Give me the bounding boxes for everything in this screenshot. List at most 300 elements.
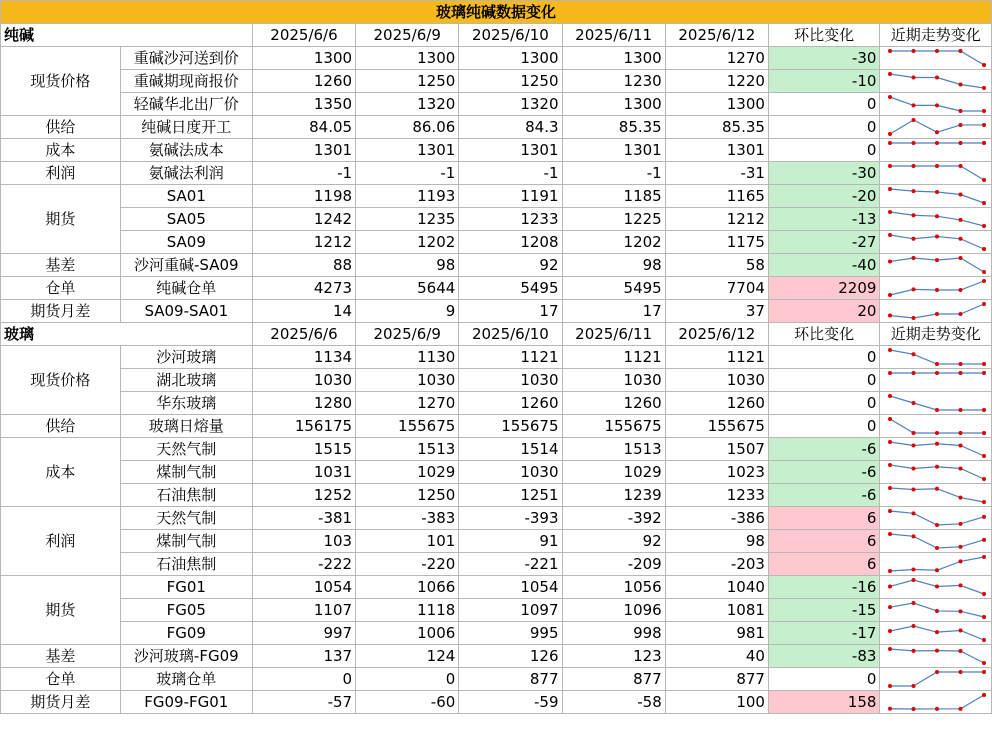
sparkline <box>883 47 991 69</box>
sparkline-point <box>959 707 963 711</box>
value-cell: -203 <box>665 553 768 576</box>
data-row <box>1 369 992 392</box>
sparkline <box>883 116 991 138</box>
data-row <box>1 116 992 139</box>
item-name: 纯碱日度开工 <box>120 116 252 139</box>
trend-cell <box>880 599 992 622</box>
sparkline-point <box>888 440 892 444</box>
value-cell: 1301 <box>665 139 768 162</box>
value-cell: -1 <box>562 162 665 185</box>
value-cell: 5495 <box>459 277 562 300</box>
value-cell: 1260 <box>562 392 665 415</box>
sparkline-point <box>935 487 939 491</box>
sparkline-point <box>959 467 963 471</box>
sparkline-point <box>982 638 986 642</box>
section-header-row <box>1 323 992 346</box>
sparkline-point <box>912 444 916 448</box>
data-row <box>1 691 992 714</box>
item-name: 沙河玻璃-FG09 <box>120 645 252 668</box>
sparkline-point <box>935 584 939 588</box>
sparkline <box>883 461 991 483</box>
sparkline-point <box>935 130 939 134</box>
value-cell: 1252 <box>252 484 355 507</box>
value-cell: -58 <box>562 691 665 714</box>
trend-cell <box>880 162 992 185</box>
category-cell: 仓单 <box>1 277 121 300</box>
value-cell: 1118 <box>356 599 459 622</box>
change-cell: -17 <box>768 622 879 645</box>
change-cell: -30 <box>768 47 879 70</box>
trend-cell <box>880 507 992 530</box>
sparkline-line <box>890 396 984 410</box>
date-header: 2025/6/9 <box>356 24 459 47</box>
sparkline-point <box>888 132 892 136</box>
sparkline-point <box>935 288 939 292</box>
value-cell: 1300 <box>665 93 768 116</box>
change-cell: 0 <box>768 93 879 116</box>
sparkline-line <box>890 166 984 180</box>
value-cell: 1208 <box>459 231 562 254</box>
date-header: 2025/6/10 <box>459 323 562 346</box>
title-row <box>1 1 992 24</box>
sparkline-point <box>982 279 986 283</box>
sparkline-point <box>935 214 939 218</box>
value-cell: -59 <box>459 691 562 714</box>
sparkline-point <box>959 522 963 526</box>
sparkline <box>883 93 991 115</box>
change-cell: -6 <box>768 484 879 507</box>
category-cell: 现货价格 <box>1 47 121 116</box>
trend-cell <box>880 415 992 438</box>
sparkline-point <box>982 224 986 228</box>
sparkline-point <box>935 442 939 446</box>
sparkline <box>883 392 991 414</box>
sparkline-point <box>982 178 986 182</box>
trend-cell <box>880 254 992 277</box>
trend-cell <box>880 231 992 254</box>
sparkline-point <box>982 86 986 90</box>
value-cell: -383 <box>356 507 459 530</box>
data-row <box>1 392 992 415</box>
value-cell: 1030 <box>459 369 562 392</box>
value-cell: 1198 <box>252 185 355 208</box>
item-name: 沙河重碱-SA09 <box>120 254 252 277</box>
sparkline-point <box>982 371 986 375</box>
value-cell: 995 <box>459 622 562 645</box>
data-row <box>1 47 992 70</box>
sparkline-point <box>982 123 986 127</box>
sparkline-point <box>982 670 986 674</box>
data-row <box>1 185 992 208</box>
category-cell: 期货 <box>1 185 121 254</box>
item-name: FG09 <box>120 622 252 645</box>
sparkline-point <box>888 371 892 375</box>
sparkline-line <box>890 672 984 686</box>
value-cell: 1030 <box>252 369 355 392</box>
sparkline-point <box>935 190 939 194</box>
section-title: 纯碱 <box>1 24 253 47</box>
value-cell: 1030 <box>356 369 459 392</box>
trend-cell <box>880 484 992 507</box>
sparkline <box>883 208 991 230</box>
category-cell: 现货价格 <box>1 346 121 415</box>
sparkline-point <box>888 629 892 633</box>
item-name: 轻碱华北出厂价 <box>120 93 252 116</box>
sparkline-point <box>912 49 916 53</box>
sparkline-point <box>888 187 892 191</box>
data-row <box>1 254 992 277</box>
sparkline <box>883 599 991 621</box>
value-cell: 1030 <box>562 369 665 392</box>
sparkline-point <box>912 76 916 80</box>
sparkline-point <box>888 394 892 398</box>
sparkline-point <box>912 213 916 217</box>
sparkline-point <box>982 538 986 542</box>
sparkline-point <box>935 670 939 674</box>
sparkline-line <box>890 281 984 295</box>
change-cell: -15 <box>768 599 879 622</box>
value-cell: 126 <box>459 645 562 668</box>
value-cell: 1280 <box>252 392 355 415</box>
trend-cell <box>880 461 992 484</box>
value-cell: 1030 <box>665 369 768 392</box>
change-cell: -6 <box>768 438 879 461</box>
value-cell: 1250 <box>356 484 459 507</box>
trend-cell <box>880 438 992 461</box>
sparkline <box>883 530 991 552</box>
value-cell: 17 <box>562 300 665 323</box>
sparkline-point <box>935 431 939 435</box>
sparkline-line <box>890 212 984 226</box>
sparkline-point <box>982 408 986 412</box>
value-cell: 1300 <box>252 47 355 70</box>
value-cell: 85.35 <box>562 116 665 139</box>
sparkline-point <box>888 684 892 688</box>
category-cell: 利润 <box>1 507 121 576</box>
change-header: 环比变化 <box>768 323 879 346</box>
value-cell: 877 <box>665 668 768 691</box>
sparkline-point <box>888 348 892 352</box>
item-name: 煤制气制 <box>120 461 252 484</box>
category-cell: 仓单 <box>1 668 121 691</box>
data-row <box>1 484 992 507</box>
category-cell: 期货月差 <box>1 691 121 714</box>
value-cell: 997 <box>252 622 355 645</box>
value-cell: 1006 <box>356 622 459 645</box>
data-row <box>1 461 992 484</box>
value-cell: 1350 <box>252 93 355 116</box>
item-name: 玻璃日熔量 <box>120 415 252 438</box>
value-cell: 1270 <box>665 47 768 70</box>
category-cell: 成本 <box>1 438 121 507</box>
sparkline-point <box>912 578 916 582</box>
sparkline-point <box>888 314 892 318</box>
value-cell: 1096 <box>562 599 665 622</box>
trend-cell <box>880 530 992 553</box>
sparkline-point <box>935 49 939 53</box>
item-name: FG01 <box>120 576 252 599</box>
value-cell: 123 <box>562 645 665 668</box>
sparkline-point <box>912 568 916 572</box>
data-row <box>1 576 992 599</box>
value-cell: 981 <box>665 622 768 645</box>
category-cell: 供给 <box>1 415 121 438</box>
data-row <box>1 231 992 254</box>
sparkline-point <box>982 270 986 274</box>
value-cell: 1513 <box>356 438 459 461</box>
sparkline-point <box>912 431 916 435</box>
item-name: SA01 <box>120 185 252 208</box>
sparkline-point <box>912 649 916 653</box>
value-cell: 1250 <box>459 70 562 93</box>
sparkline-point <box>935 707 939 711</box>
sparkline-point <box>935 465 939 469</box>
sparkline-point <box>982 109 986 113</box>
value-cell: 40 <box>665 645 768 668</box>
data-row <box>1 415 992 438</box>
value-cell: 1193 <box>356 185 459 208</box>
category-cell: 利润 <box>1 162 121 185</box>
value-cell: 92 <box>562 530 665 553</box>
item-name: FG05 <box>120 599 252 622</box>
value-cell: 1056 <box>562 576 665 599</box>
value-cell: 98 <box>665 530 768 553</box>
sparkline-point <box>912 103 916 107</box>
sparkline-point <box>935 141 939 145</box>
item-name: 天然气制 <box>120 438 252 461</box>
sparkline-point <box>912 141 916 145</box>
value-cell: 1220 <box>665 70 768 93</box>
sparkline <box>883 645 991 667</box>
sparkline-point <box>935 235 939 239</box>
value-cell: 124 <box>356 645 459 668</box>
value-cell: 101 <box>356 530 459 553</box>
trend-cell <box>880 645 992 668</box>
value-cell: 1185 <box>562 185 665 208</box>
sparkline-point <box>912 684 916 688</box>
value-cell: -392 <box>562 507 665 530</box>
sparkline <box>883 484 991 506</box>
sparkline-point <box>935 546 939 550</box>
value-cell: 155675 <box>562 415 665 438</box>
sparkline-point <box>959 444 963 448</box>
sparkline-line <box>890 51 984 65</box>
sparkline-point <box>888 293 892 297</box>
sparkline-line <box>890 419 984 433</box>
trend-header: 近期走势变化 <box>880 323 992 346</box>
sparkline-point <box>959 649 963 653</box>
value-cell: 1121 <box>665 346 768 369</box>
value-cell: 1031 <box>252 461 355 484</box>
item-name: 氨碱法成本 <box>120 139 252 162</box>
sparkline-point <box>912 287 916 291</box>
value-cell: 1029 <box>356 461 459 484</box>
sparkline-point <box>888 164 892 168</box>
trend-cell <box>880 208 992 231</box>
value-cell: 7704 <box>665 277 768 300</box>
change-cell: 2209 <box>768 277 879 300</box>
change-cell: -6 <box>768 461 879 484</box>
section-title: 玻璃 <box>1 323 253 346</box>
trend-cell <box>880 369 992 392</box>
value-cell: 84.05 <box>252 116 355 139</box>
sparkline-point <box>912 511 916 515</box>
sparkline-point <box>888 532 892 536</box>
value-cell: 155675 <box>665 415 768 438</box>
sparkline-point <box>959 362 963 366</box>
sparkline-point <box>982 555 986 559</box>
sparkline-point <box>935 568 939 572</box>
sparkline-point <box>959 408 963 412</box>
change-cell: 20 <box>768 300 879 323</box>
sparkline-point <box>888 49 892 53</box>
trend-cell <box>880 300 992 323</box>
trend-cell <box>880 668 992 691</box>
sparkline-point <box>959 559 963 563</box>
date-header: 2025/6/9 <box>356 323 459 346</box>
sparkline-point <box>959 218 963 222</box>
change-cell: -27 <box>768 231 879 254</box>
data-row <box>1 599 992 622</box>
sparkline-point <box>982 431 986 435</box>
sparkline <box>883 415 991 437</box>
value-cell: -386 <box>665 507 768 530</box>
sparkline-line <box>890 511 984 525</box>
category-cell: 基差 <box>1 645 121 668</box>
sparkline <box>883 162 991 184</box>
value-cell: 1134 <box>252 346 355 369</box>
category-cell: 成本 <box>1 139 121 162</box>
value-cell: 1300 <box>356 47 459 70</box>
value-cell: 1130 <box>356 346 459 369</box>
item-name: 纯碱仓单 <box>120 277 252 300</box>
sparkline-point <box>935 76 939 80</box>
value-cell: 1320 <box>459 93 562 116</box>
value-cell: 1202 <box>356 231 459 254</box>
value-cell: 1239 <box>562 484 665 507</box>
value-cell: 98 <box>562 254 665 277</box>
sparkline-point <box>912 316 916 320</box>
sparkline-point <box>935 630 939 634</box>
sparkline-point <box>912 534 916 538</box>
value-cell: 1212 <box>252 231 355 254</box>
value-cell: 1260 <box>665 392 768 415</box>
change-cell: 0 <box>768 415 879 438</box>
value-cell: 1513 <box>562 438 665 461</box>
value-cell: 1233 <box>459 208 562 231</box>
category-cell: 供给 <box>1 116 121 139</box>
sparkline-point <box>935 408 939 412</box>
change-cell: 6 <box>768 553 879 576</box>
data-row <box>1 277 992 300</box>
date-header: 2025/6/12 <box>665 24 768 47</box>
value-cell: 877 <box>459 668 562 691</box>
value-cell: 1029 <box>562 461 665 484</box>
value-cell: 5644 <box>356 277 459 300</box>
value-cell: 1242 <box>252 208 355 231</box>
value-cell: 1175 <box>665 231 768 254</box>
trend-cell <box>880 553 992 576</box>
sparkline <box>883 139 991 161</box>
value-cell: -221 <box>459 553 562 576</box>
sparkline-point <box>959 109 963 113</box>
item-name: FG09-FG01 <box>120 691 252 714</box>
date-header: 2025/6/10 <box>459 24 562 47</box>
data-row <box>1 208 992 231</box>
trend-cell <box>880 691 992 714</box>
sparkline <box>883 185 991 207</box>
value-cell: -209 <box>562 553 665 576</box>
value-cell: 1054 <box>459 576 562 599</box>
value-cell: 1233 <box>665 484 768 507</box>
sparkline-point <box>959 83 963 87</box>
value-cell: 1514 <box>459 438 562 461</box>
value-cell: -393 <box>459 507 562 530</box>
change-cell: 0 <box>768 668 879 691</box>
value-cell: 1121 <box>459 346 562 369</box>
sparkline-point <box>959 123 963 127</box>
sparkline <box>883 622 991 644</box>
sparkline-point <box>912 352 916 356</box>
sparkline-point <box>982 63 986 67</box>
value-cell: 877 <box>562 668 665 691</box>
value-cell: -31 <box>665 162 768 185</box>
sparkline-point <box>982 454 986 458</box>
change-cell: 0 <box>768 139 879 162</box>
sparkline-point <box>888 417 892 421</box>
trend-cell <box>880 47 992 70</box>
data-row <box>1 139 992 162</box>
value-cell: 1270 <box>356 392 459 415</box>
sparkline-point <box>982 615 986 619</box>
value-cell: 1300 <box>459 47 562 70</box>
value-cell: 1515 <box>252 438 355 461</box>
change-cell: 0 <box>768 116 879 139</box>
sparkline-point <box>912 189 916 193</box>
sparkline-point <box>888 605 892 609</box>
trend-cell <box>880 116 992 139</box>
sparkline-point <box>982 500 986 504</box>
value-cell: 156175 <box>252 415 355 438</box>
value-cell: 1260 <box>252 70 355 93</box>
data-row <box>1 530 992 553</box>
date-header: 2025/6/11 <box>562 323 665 346</box>
sparkline-point <box>935 164 939 168</box>
data-row <box>1 507 992 530</box>
value-cell: -1 <box>356 162 459 185</box>
sparkline-point <box>935 312 939 316</box>
sparkline-point <box>888 210 892 214</box>
change-cell: -10 <box>768 70 879 93</box>
sparkline-point <box>982 515 986 519</box>
trend-cell <box>880 392 992 415</box>
item-name: 天然气制 <box>120 507 252 530</box>
value-cell: 1301 <box>356 139 459 162</box>
value-cell: 1300 <box>562 47 665 70</box>
value-cell: -60 <box>356 691 459 714</box>
data-row <box>1 622 992 645</box>
sparkline-point <box>935 258 939 262</box>
value-cell: 5495 <box>562 277 665 300</box>
sparkline <box>883 507 991 529</box>
item-name: 沙河玻璃 <box>120 346 252 369</box>
trend-cell <box>880 93 992 116</box>
sparkline-point <box>959 496 963 500</box>
value-cell: 1230 <box>562 70 665 93</box>
sparkline-point <box>912 371 916 375</box>
value-cell: 0 <box>356 668 459 691</box>
value-cell: 155675 <box>459 415 562 438</box>
